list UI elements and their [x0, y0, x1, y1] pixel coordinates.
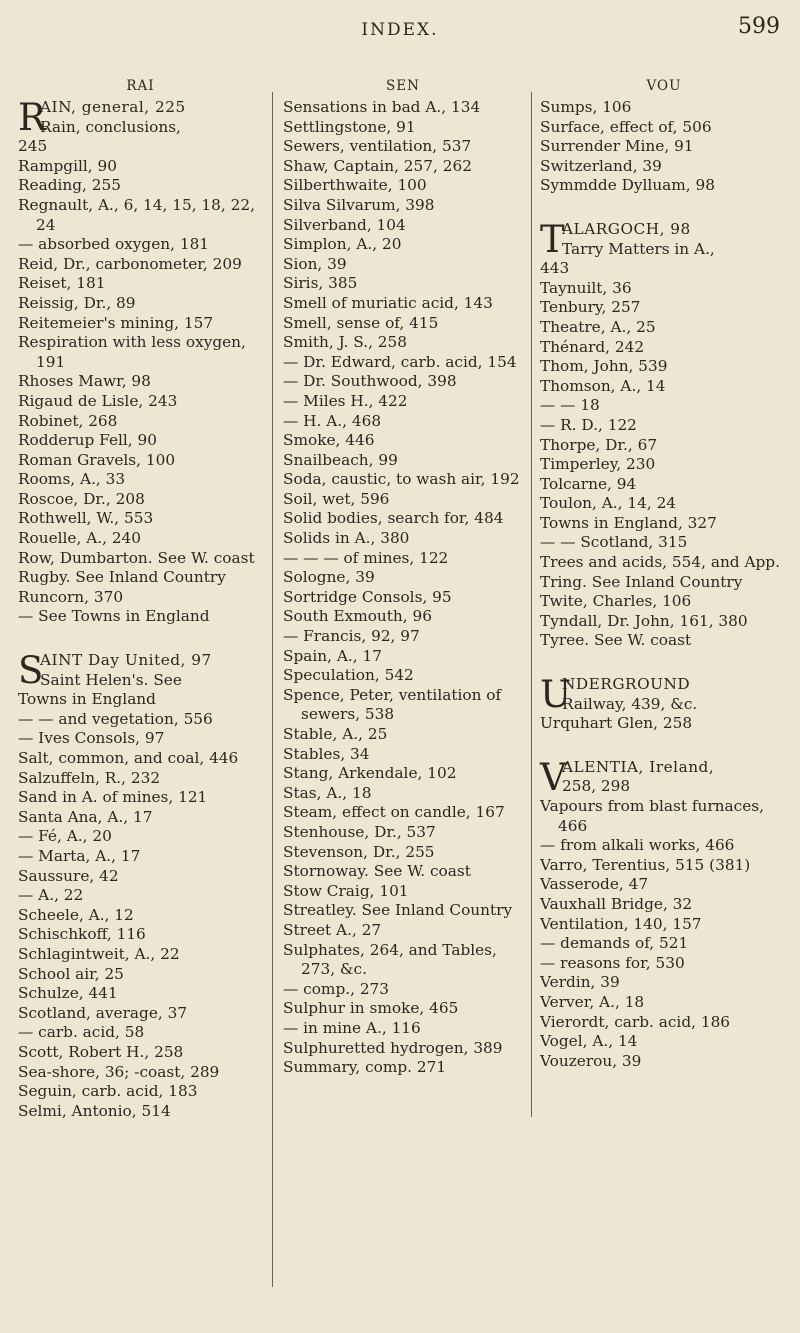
index-entry: Solid bodies, search for, 484	[283, 509, 504, 528]
index-entry: Silberthwaite, 100	[283, 176, 427, 195]
section-opening	[540, 217, 788, 261]
section-gap	[18, 627, 263, 651]
index-entry: Tenbury, 257	[540, 298, 641, 317]
index-entry: Rooms, A., 33	[18, 470, 126, 489]
index-entry: Switzerland, 39	[540, 156, 662, 175]
index-entry: — — Scotland, 315	[540, 533, 688, 552]
index-entry: — — 18	[540, 396, 600, 415]
index-entry: Thom, John, 539	[540, 357, 668, 376]
index-entry: — Ives Consols, 97	[18, 729, 165, 748]
index-entry: Surrender Mine, 91	[540, 137, 694, 156]
index-entry: Spence, Peter, ventilation of sewers, 538	[283, 685, 502, 724]
index-entry: Sologne, 39	[283, 568, 375, 587]
index-entry: — absorbed oxygen, 181	[18, 235, 210, 254]
index-entry: Surface, effect of, 506	[540, 117, 712, 136]
index-entry: Sulphuretted hydrogen, 389	[283, 1038, 503, 1057]
index-entry: Spain, A., 17	[283, 646, 382, 665]
index-entry: Respiration with less oxygen, 191	[18, 333, 246, 371]
section-opening	[540, 673, 788, 717]
index-entry: Schischkoff, 116	[18, 925, 146, 944]
index-entry: Roscoe, Dr., 208	[18, 489, 145, 508]
index-entry-line: Saint Helen's. See	[40, 670, 182, 689]
index-entry: Smell, sense of, 415	[283, 313, 439, 332]
index-entry: — Dr. Edward, carb. acid, 154	[283, 352, 517, 371]
index-entry: Symmdde Dylluam, 98	[540, 176, 715, 195]
index-entry: — comp., 273	[283, 979, 390, 998]
index-entry: Twite, Charles, 106	[540, 592, 692, 611]
index-entry: Reid, Dr., carbonometer, 209	[18, 254, 242, 273]
index-entry: Sion, 39	[283, 254, 347, 273]
index-entry: Salt, common, and coal, 446	[18, 749, 239, 767]
index-entry: — Fé, A., 20	[18, 827, 112, 846]
index-entry: Smoke, 446	[283, 431, 375, 450]
index-entry: Rhoses Mawr, 98	[18, 372, 151, 391]
index-entry: South Exmouth, 96	[283, 607, 432, 626]
index-entry-line: Tarry Matters in A.,	[562, 239, 715, 258]
index-entry: — R. D., 122	[540, 415, 637, 434]
page-number: 599	[738, 14, 780, 39]
index-entry: — — and vegetation, 556	[18, 709, 213, 728]
index-entry: Steam, effect on candle, 167	[283, 803, 505, 822]
index-entry: Row, Dumbarton. See W. coast	[18, 548, 255, 567]
index-entry: Selmi, Antonio, 514	[18, 1101, 171, 1120]
index-entry: Reading, 255	[18, 176, 121, 195]
index-entry: Tring. See Inland Country	[540, 572, 743, 591]
index-column-3	[540, 78, 788, 1071]
index-entry: — A., 22	[18, 886, 84, 905]
index-entry-line: ALARGOCH, 98	[562, 219, 691, 238]
index-entry: Tyree. See W. coast	[540, 631, 692, 650]
index-entry: — demands of, 521	[540, 934, 689, 953]
index-entry: Rothwell, W., 553	[18, 509, 154, 528]
index-entry: Saussure, 42	[18, 866, 119, 885]
index-entry-line: Railway, 439, &c.	[562, 694, 698, 713]
index-entry: Taynuilt, 36	[540, 278, 632, 297]
index-entry: Vasserode, 47	[540, 875, 649, 894]
index-entry: Tolcarne, 94	[540, 474, 637, 493]
index-entry: Robinet, 268	[18, 411, 118, 430]
index-entry: Urquhart Glen, 258	[540, 714, 693, 733]
index-entry: Soil, wet, 596	[283, 489, 390, 508]
index-entry: Runcorn, 370	[18, 587, 124, 606]
index-entry: Sumps, 106	[540, 98, 632, 116]
index-entry: Vouzerou, 39	[540, 1051, 642, 1070]
index-entry: 245	[18, 137, 48, 156]
index-entry: — from alkali works, 466	[540, 836, 735, 855]
section-gap	[540, 734, 788, 758]
index-entry: Stas, A., 18	[283, 783, 372, 802]
index-entry: Rigaud de Lisle, 243	[18, 391, 178, 410]
index-entry-line: AIN, general, 225	[40, 98, 186, 116]
index-entry: Santa Ana, A., 17	[18, 807, 153, 826]
index-entry: 443	[540, 259, 570, 278]
index-entry: Seguin, carb. acid, 183	[18, 1082, 198, 1101]
index-entry: Thorpe, Dr., 67	[540, 435, 658, 454]
index-entry: Regnault, A., 6, 14, 15, 18, 22, 24	[18, 195, 255, 234]
index-entry: — H. A., 468	[283, 411, 382, 430]
index-entry: Settlingstone, 91	[283, 117, 416, 136]
index-entry: School air, 25	[18, 964, 124, 983]
index-entry: Verdin, 39	[540, 973, 620, 992]
drop-cap-letter: R	[18, 96, 46, 139]
index-entry: Theatre, A., 25	[540, 317, 656, 336]
index-entry: Trees and acids, 554, and App.	[540, 553, 780, 572]
index-entry: Schulze, 441	[18, 984, 118, 1003]
index-entry: — reasons for, 530	[540, 953, 685, 972]
index-entry: Silverband, 104	[283, 215, 406, 234]
section-gap	[540, 196, 788, 220]
index-entry-line: AINT Day United, 97	[40, 651, 212, 670]
index-entry: — Dr. Southwood, 398	[283, 372, 457, 391]
index-entry-line: Rain, conclusions,	[40, 117, 181, 136]
index-column-2	[283, 78, 523, 1078]
index-entry: Simplon, A., 20	[283, 235, 402, 254]
index-entry-line: ALENTIA, Ireland,	[562, 757, 715, 776]
index-entry: Ventilation, 140, 157	[540, 914, 702, 933]
index-entry: Vauxhall Bridge, 32	[540, 894, 693, 913]
index-entry: Rodderup Fell, 90	[18, 431, 157, 450]
index-entry: Scotland, average, 37	[18, 1003, 188, 1022]
index-entry: Varro, Terentius, 515 (381)	[540, 855, 751, 874]
section-opening	[18, 98, 263, 137]
index-entry: Scott, Robert H., 258	[18, 1042, 184, 1061]
index-entry: Roman Gravels, 100	[18, 450, 176, 469]
section-opening	[540, 755, 788, 799]
index-entry: Towns in England	[18, 690, 156, 709]
index-entry: Reissig, Dr., 89	[18, 293, 136, 312]
index-entry: Shaw, Captain, 257, 262	[283, 156, 472, 175]
index-entry: Rugby. See Inland Country	[18, 568, 226, 587]
index-entry: Smell of muriatic acid, 143	[283, 293, 493, 312]
index-entry: Smith, J. S., 258	[283, 333, 407, 352]
index-entry: Soda, caustic, to wash air, 192	[283, 470, 520, 489]
index-entry: Stenhouse, Dr., 537	[283, 822, 436, 841]
index-entry: — Francis, 92, 97	[283, 627, 420, 646]
index-entry: — in mine A., 116	[283, 1018, 421, 1037]
index-entry: Street A., 27	[283, 920, 382, 939]
column-head: SEN	[386, 78, 420, 94]
index-entry: Solids in A., 380	[283, 529, 410, 548]
index-entry-line: NDERGROUND	[562, 675, 691, 694]
index-entry: Sensations in bad A., 134	[283, 98, 481, 116]
index-entry: Tyndall, Dr. John, 161, 380	[540, 611, 748, 630]
index-entry: Stang, Arkendale, 102	[283, 764, 457, 783]
index-entry: Streatley. See Inland Country	[283, 901, 513, 920]
index-entry: Sewers, ventilation, 537	[283, 137, 472, 156]
index-entry: Vierordt, carb. acid, 186	[540, 1012, 731, 1031]
index-entry: Stable, A., 25	[283, 725, 388, 743]
index-entry-line: 258, 298	[562, 777, 631, 796]
drop-cap-letter: T	[540, 217, 565, 261]
index-entry: Schlagintweit, A., 22	[18, 944, 180, 963]
index-entry: Reiset, 181	[18, 274, 106, 293]
index-entry: Siris, 385	[283, 274, 358, 293]
column-head: RAI	[126, 78, 155, 94]
column-head: VOU	[646, 78, 682, 94]
index-entry: Thénard, 242	[540, 337, 645, 356]
index-entry: Towns in England, 327	[540, 513, 717, 532]
index-entry: Rampgill, 90	[18, 156, 117, 175]
index-column-1	[18, 78, 263, 1121]
index-entry: Salzuffeln, R., 232	[18, 768, 161, 787]
index-entry: Stornoway. See W. coast	[283, 862, 471, 881]
index-entry: Speculation, 542	[283, 666, 414, 685]
index-entry: Verver, A., 18	[540, 992, 645, 1011]
index-entry: Silva Silvarum, 398	[283, 195, 435, 214]
index-entry: — Marta, A., 17	[18, 846, 141, 865]
index-entry: Vogel, A., 14	[540, 1032, 638, 1051]
running-head: INDEX.	[361, 20, 439, 40]
index-entry: Sulphates, 264, and Tables, 273, &c.	[283, 940, 497, 979]
section-gap	[540, 651, 788, 675]
index-entry: Sulphur in smoke, 465	[283, 999, 459, 1018]
index-entry: Rouelle, A., 240	[18, 529, 142, 548]
index-entry: — See Towns in England	[18, 607, 210, 626]
column-divider	[531, 92, 532, 1117]
drop-cap-letter: V	[540, 755, 567, 799]
index-entry: — — — of mines, 122	[283, 548, 449, 567]
index-entry: Snailbeach, 99	[283, 450, 398, 469]
index-entry: Reitemeier's mining, 157	[18, 313, 214, 332]
index-entry: Thomson, A., 14	[540, 376, 666, 395]
index-entry: Timperley, 230	[540, 455, 656, 474]
drop-cap-letter: U	[540, 673, 572, 717]
index-entry: Scheele, A., 12	[18, 905, 134, 924]
index-entry: Vapours from blast furnaces, 466	[540, 797, 764, 835]
column-divider	[272, 92, 273, 1287]
index-entry: Sortridge Consols, 95	[283, 587, 452, 606]
index-entry: Stevenson, Dr., 255	[283, 842, 435, 861]
drop-cap-letter: S	[18, 649, 44, 693]
index-entry: Sand in A. of mines, 121	[18, 788, 208, 807]
index-entry: — Miles H., 422	[283, 391, 408, 410]
index-entry: Sea-shore, 36; -coast, 289	[18, 1062, 220, 1081]
index-entry: Summary, comp. 271	[283, 1058, 447, 1077]
index-entry: — carb. acid, 58	[18, 1023, 145, 1042]
index-entry: Stables, 34	[283, 744, 370, 763]
index-entry: Stow Craig, 101	[283, 881, 409, 900]
index-entry: Toulon, A., 14, 24	[540, 494, 677, 513]
section-opening	[18, 649, 263, 693]
